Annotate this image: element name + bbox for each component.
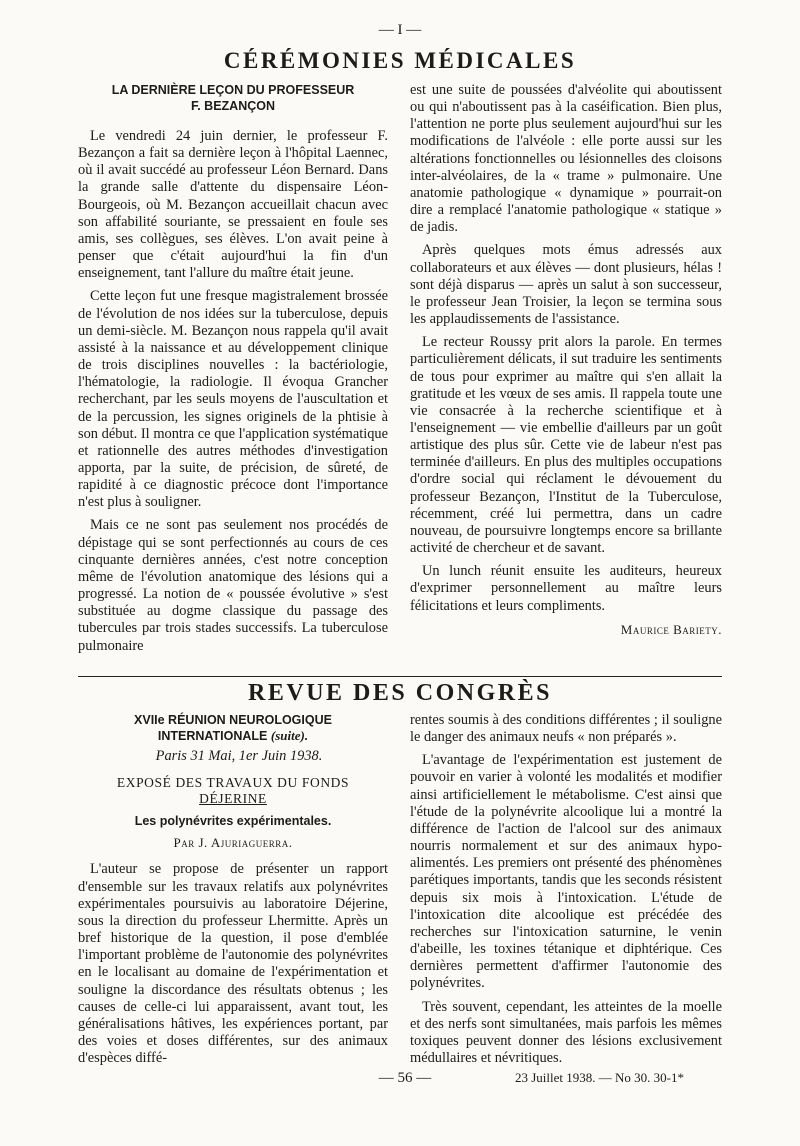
paragraph: est une suite de poussées d'alvéolite qui aboutissent ou qui n'aboutissent pas à la caséification. Bien plus, l'attention ne porte plus seulement aujourd'hui sur les modifications de l'alvéole : elle porte aussi sur les altérations fonctionnelles ou lésionnelles des cloisons inter-alvéolaires, de la « trame » pulmonaire. Une anatomie pathologique « dynamique » pourrait-on dire a remplacé l'anatomie pathologique « statique » de jadis.: [410, 82, 722, 236]
article1-title: LA DERNIÈRE LEÇON DU PROFESSEUR F. BEZANÇON: [111, 83, 355, 113]
section-divider: [78, 676, 722, 677]
dateline: Paris 31 Mai, 1er Juin 1938.: [155, 748, 323, 764]
article2-title: XVIIe RÉUNION NEUROLOGIQUE INTERNATIONALE (suite).: [134, 713, 332, 743]
top-page-number: — I —: [378, 22, 422, 38]
signature: Maurice Bariety.: [620, 621, 722, 637]
footer-page-number: — 56 —: [378, 1070, 432, 1086]
section-title-congres: REVUE DES CONGRÈS: [248, 680, 552, 706]
column-2: [410, 82, 722, 644]
footer-date-issue: 23 Juillet 1938. — No 30. 30-1*: [515, 1070, 684, 1085]
expose-heading: EXPOSÉ DES TRAVAUX DU FONDS DÉJERINE: [116, 775, 350, 807]
paragraph: rentes soumis à des conditions différentes ; il souligne le danger des animaux neufs « non préparés ».: [410, 712, 722, 746]
author: Par J. Ajuriaguerra.: [173, 835, 293, 851]
column-3: [78, 712, 388, 1073]
section-title-ceremonies: CÉRÉMONIES MÉDICALES: [223, 48, 577, 73]
article2-subheading: Les polynévrites expérimentales.: [134, 814, 332, 829]
paragraph: Très souvent, cependant, les atteintes de la moelle et des nerfs sont simultanées, mais parfois les mêmes toxiques peuvent donner des lésions exclusivement médullaires et névritiques.: [410, 998, 722, 1066]
paragraph: Cette leçon fut une fresque magistralement brossée de l'évolution de nos idées sur la tuberculose, depuis un demi-siècle. M. Bezançon nous rappela qu'il avait assisté à la naissance et au développement clinique de trois disciplines nouvelles : la bactériologie, l'hématologie, la radiologie. Il évoqua Grancher recherchant, par les seuls moyens de l'auscultation et de la percussion, les signes originels de la phtisie à son début. Il montra ce que l'application systématique et rationnelle des autres méthodes d'investigation apporta, par la suite, de précision, de sûreté, de rapidité à ce diagnostic précoce dont l'importance n'est plus à souligner.: [78, 288, 388, 511]
paragraph: Un lunch réunit ensuite les auditeurs, heureux d'exprimer personnellement au maître leurs félicitations et leurs compliments.: [410, 563, 722, 614]
paragraph: Le vendredi 24 juin dernier, le professeur F. Bezançon a fait sa dernière leçon à l'hôpital Laennec, où il avait succédé au professeur Léon Bernard. Dans la grande salle d'attente du dispensaire Léon-Bourgeois, où M. Bezançon accueillait chacun avec son affabilité souriante, se pressaient en foule ses amis, ses collègues, ses élèves. L'on avait peine à penser que c'était aujourd'hui la fin d'un enseignement, tant l'allure du maître était jeune.: [78, 128, 388, 282]
paragraph: Mais ce ne sont pas seulement nos procédés de dépistage qui se sont perfectionnés au cours de ces cinquante dernières années, c'est notre conception même de l'évolution anatomique des lésions qui a progressé. La notion de « poussée évolutive » s'est substituée au dogme classique du passage des tubercules par trois stades successifs. La tuberculose pulmonaire: [78, 517, 388, 654]
paragraph: Le recteur Roussy prit alors la parole. En termes particulièrement délicats, il sut traduire les sentiments de tous pour exprimer au maître qui s'en allait la gratitude et les vœux de ses amis. Il rappela toute une vie consacrée à la recherche scientifique et à l'enseignement — vie embellie d'ailleurs par un goût artistique des plus sûr. Cette vie de labeur n'est pas terminée d'ailleurs. En plus des multiples occupations d'ordre social qui réclament le dévouement du professeur Bezançon, l'Institut de la Tuberculose, récemment, créé lui permettra, dans un cadre nouveau, de poursuivre longtemps encore sa brillante activité de chercheur et de savant.: [410, 334, 722, 557]
column-1: [78, 82, 388, 661]
paragraph: L'auteur se propose de présenter un rapport d'ensemble sur les travaux relatifs aux polynévrites expérimentales poursuivis au laboratoire Déjerine, sous la direction du professeur Lhermitte. Après un bref historique de la question, il pose d'emblée l'important problème de l'autonomie des polynévrites en le localisant au domaine de l'expérimentation et souligne la discordance des résultats obtenus ; les causes de celle-ci lui apparaissent, avant tout, les généralisations hâtives, les expériences portant, par des voies et doses différentes, sur des animaux d'espèces diffé-: [78, 861, 388, 1067]
paragraph: L'avantage de l'expérimentation est justement de pouvoir en varier à volonté les modalités et modifier ainsi artificiellement le métabolisme. C'est ainsi que l'étude de la polynévrite alcoolique lui a montré la différence de l'action de l'alcool sur des animaux nourris normalement et sur des animaux hypo-alimentés. Les premiers ont présenté des phénomènes parétiques importants, tandis que les seconds résistent depuis six mois à l'intoxication. L'étude de l'intoxication dite alcoolique est précédée des recherches sur l'intoxication saturnine, le venin d'abeille, les toxines tétanique et diphtérique. Ces dernières permettent d'affirmer l'autonomie des polynévrites.: [410, 752, 722, 992]
column-4: [410, 712, 722, 1073]
paragraph: Après quelques mots émus adressés aux collaborateurs et aux élèves — dont plusieurs, hélas ! sont déjà disparus — après un salut à son successeur, le professeur Jean Troisier, la leçon se termina sous les applaudissements de l'assistance.: [410, 242, 722, 328]
